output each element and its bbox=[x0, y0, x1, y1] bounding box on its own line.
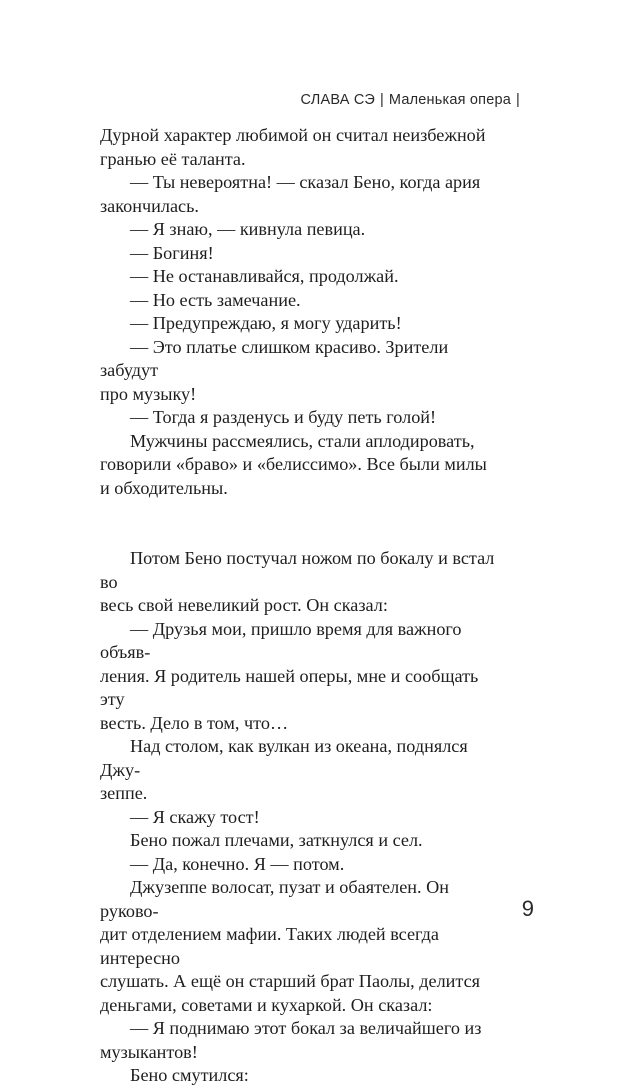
paragraph: Дурной характер любимой он считал неизбежной гранью её таланта. bbox=[100, 125, 486, 169]
paragraph: Джузеппе волосат, пузат и обаятелен. Он руково- дит отделением мафии. Таких людей всегда интересно слушать. А ещё он старший брат Паолы, делится деньгами, советами и кухаркой. Он сказал: bbox=[100, 877, 481, 1015]
paragraph: Бено смутился: bbox=[130, 1065, 249, 1085]
paragraph: Над столом, как вулкан из океана, поднялся Джу- зеппе. bbox=[100, 736, 468, 803]
paragraph: — Я знаю, — кивнула певица. bbox=[130, 219, 366, 239]
paragraph: Мужчины рассмеялись, стали аплодировать, говорили «браво» и «белиссимо». Все были милы и обходительны. bbox=[100, 430, 487, 498]
paragraph: — Тогда я разденусь и буду петь голой! bbox=[130, 407, 437, 427]
paragraph: — Да, конечно. Я — потом. bbox=[130, 853, 345, 874]
paragraph: Бено пожал плечами, заткнулся и сел. bbox=[130, 830, 423, 850]
paragraph: — Друзья мои, пришло время для важного объяв- ления. Я родитель нашей оперы, мне и сообщать эту весть. Дело в том, что… bbox=[100, 618, 479, 733]
running-header bbox=[301, 92, 525, 108]
paragraph: — Это платье слишком красиво. Зрители забудут про музыку! bbox=[100, 336, 449, 404]
paragraph: — Богиня! bbox=[130, 242, 214, 263]
page-number: 9 bbox=[521, 896, 534, 921]
paragraph: — Я поднимаю этот бокал за величайшего из музыкантов! bbox=[100, 1018, 482, 1062]
paragraph: — Но есть замечание. bbox=[130, 289, 301, 310]
header-separator-left: | bbox=[379, 92, 384, 108]
header-book-title: Маленькая опера bbox=[388, 92, 512, 108]
paragraph: — Не останавливайся, продолжай. bbox=[130, 266, 399, 286]
paragraph: — Я скажу тост! bbox=[130, 806, 260, 827]
paragraph: — Предупреждаю, я могу ударить! bbox=[130, 313, 402, 333]
body-text bbox=[100, 124, 504, 1088]
section-break bbox=[100, 500, 504, 547]
paragraph: Потом Бено постучал ножом по бокалу и встал во весь свой невеликий рост. Он сказал: bbox=[100, 548, 495, 615]
header-author: СЛАВА СЭ bbox=[300, 92, 375, 108]
header-separator-right: | bbox=[516, 92, 520, 108]
paragraph: — Ты невероятна! — сказал Бено, когда ария закончилась. bbox=[100, 172, 481, 216]
